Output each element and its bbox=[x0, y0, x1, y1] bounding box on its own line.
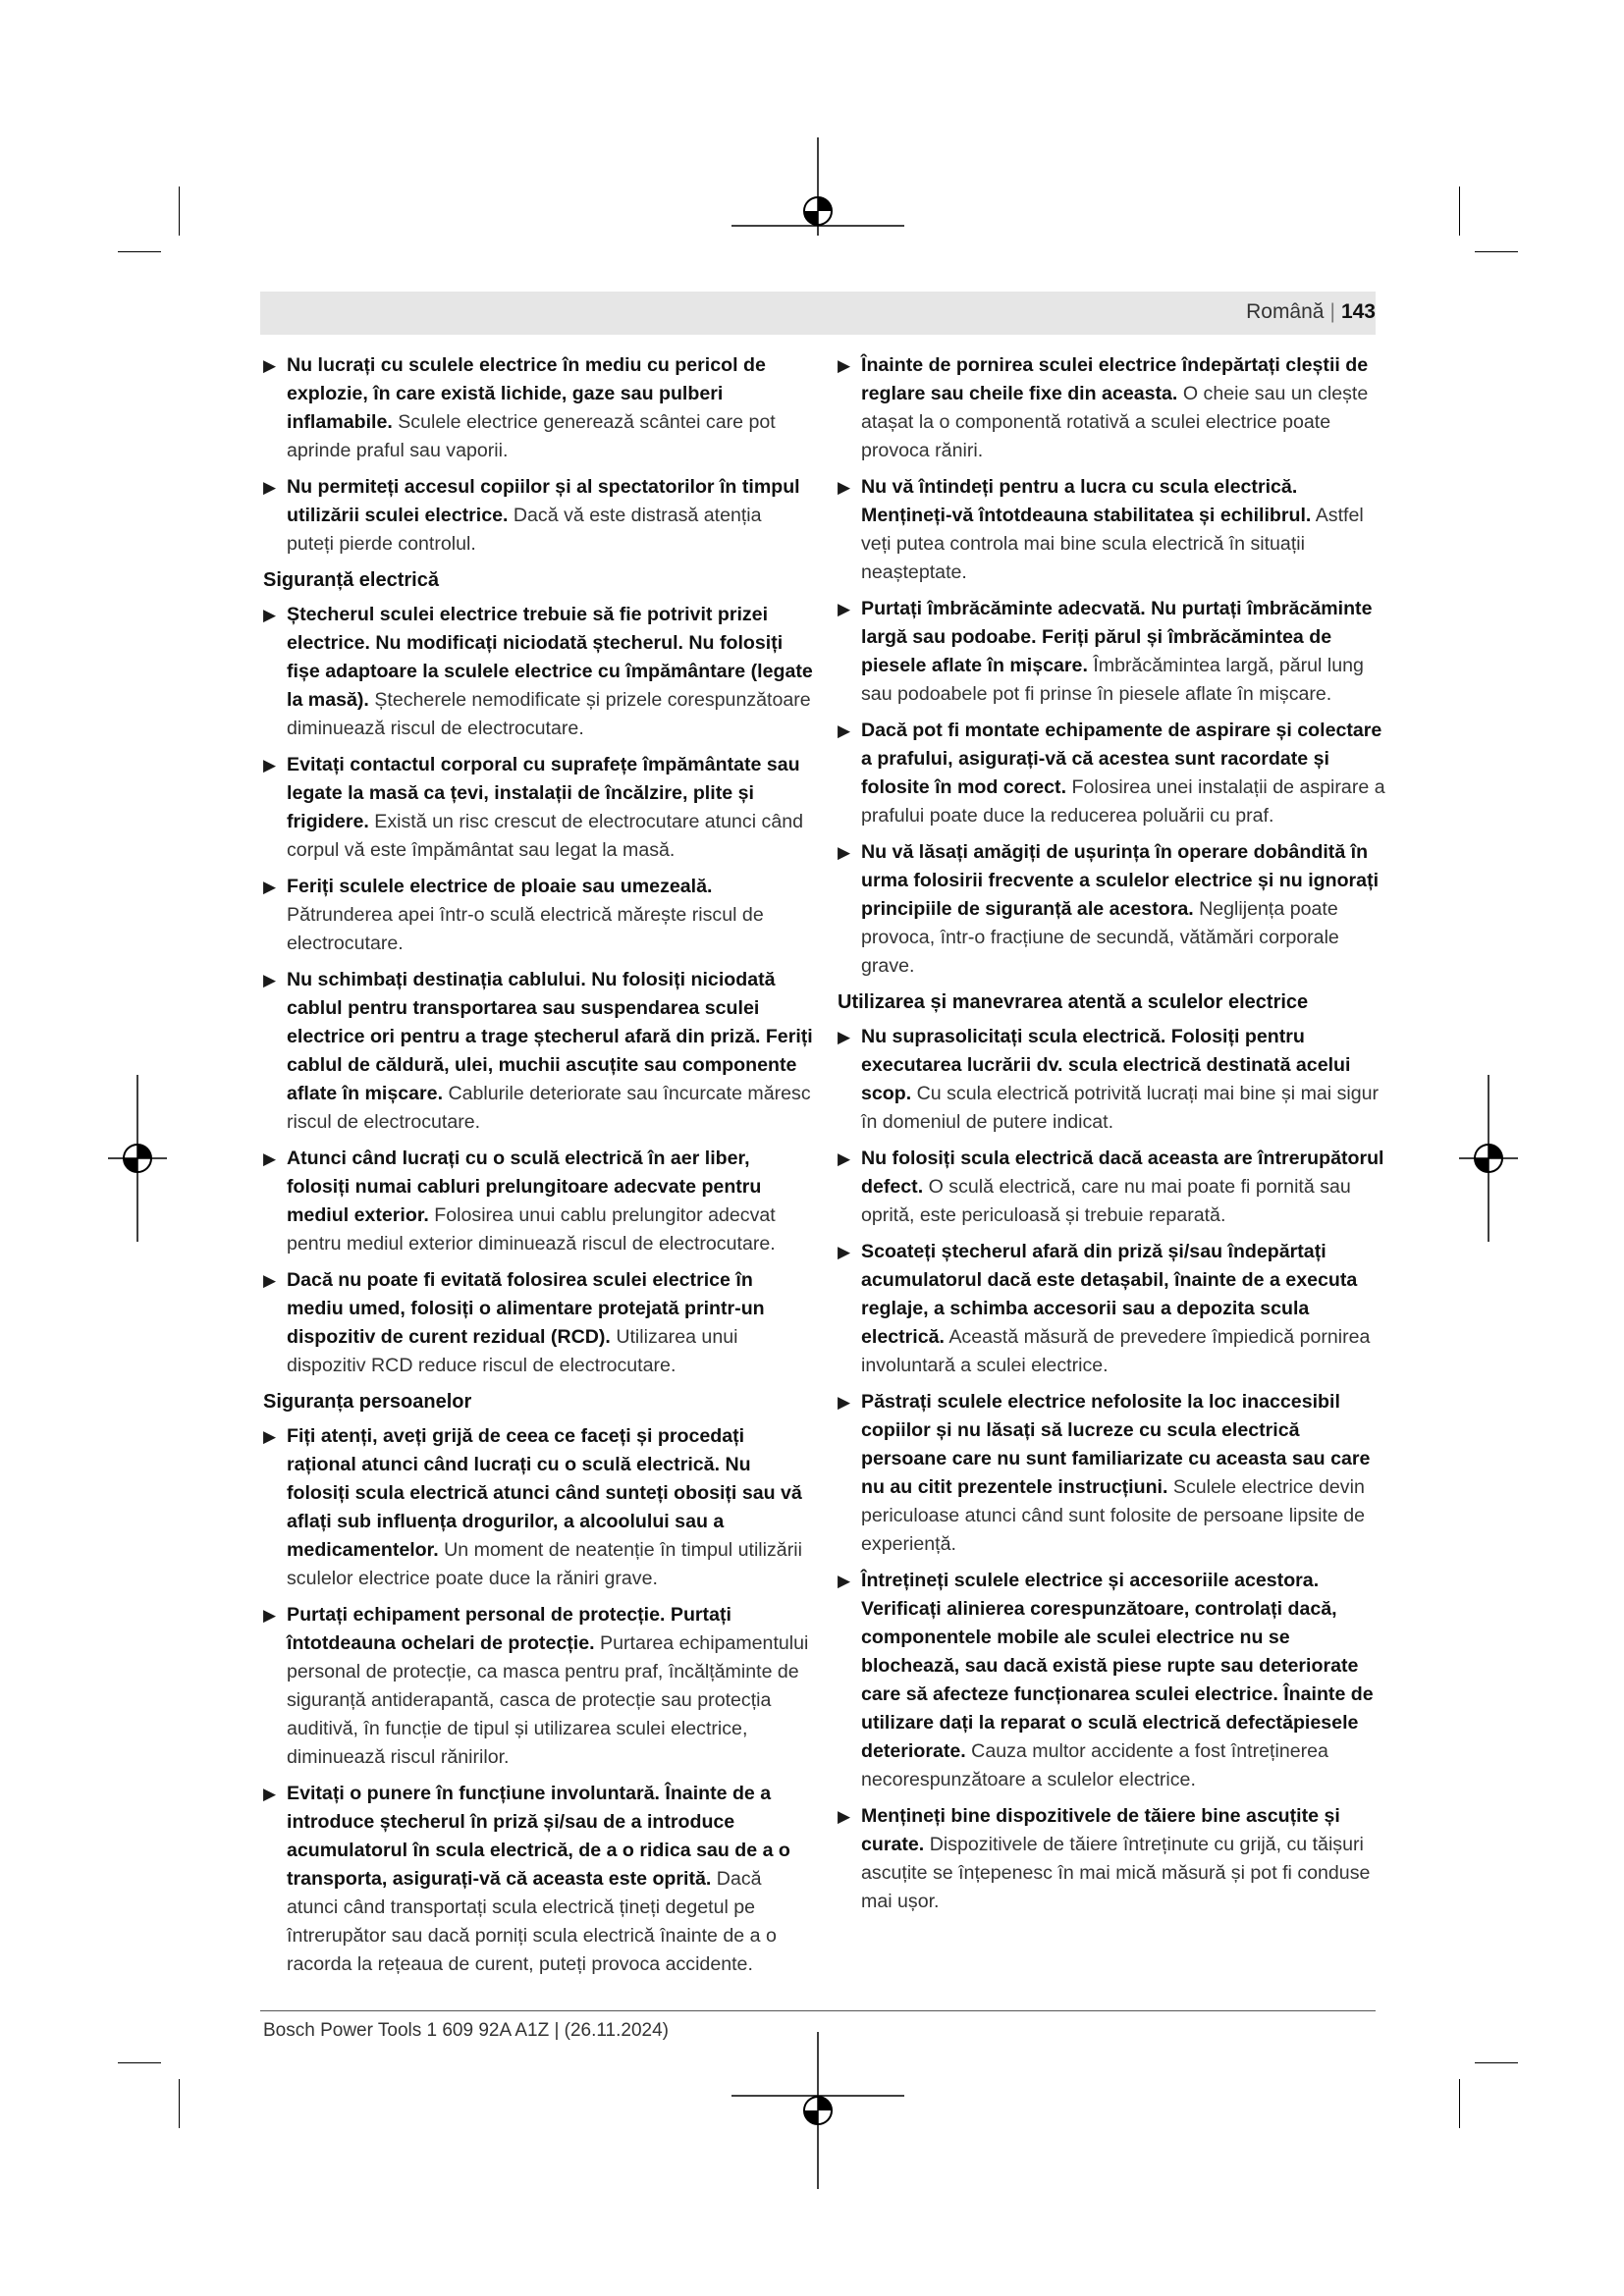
item-explanation: Sculele electrice generează scântei care pot aprinde praful sau vaporii. bbox=[287, 411, 776, 461]
item-explanation: Ștecherele nemodificate și prizele corespunzătoare diminuează riscul de electrocutare. bbox=[287, 689, 811, 739]
bullet-arrow-icon: ▶ bbox=[838, 1807, 851, 1826]
item-warning: Nu lucrați cu sculele electrice în mediu cu pericol de explozie, în care există lichide, gaze sau pulberi inflamabile. bbox=[287, 354, 766, 433]
section-heading: Siguranță electrică bbox=[263, 569, 439, 591]
item-explanation: Dacă atunci când transportați scula electrică țineți degetul pe întrerupător sau dacă porniți scula electrică înainte de a o racorda la rețeaua de curent, puteți provoca accidente. bbox=[287, 1868, 777, 1975]
crop-mark bbox=[179, 187, 180, 236]
item-warning: Păstrați sculele electrice nefolosite la loc inaccesibil copiilor și nu lăsați să lucreze cu scula electrică persoane care nu sunt familiarizate cu aceasta sau care nu au citit prezentele instrucțiuni. bbox=[861, 1391, 1371, 1498]
list-item bbox=[838, 1388, 1387, 1559]
crop-mark bbox=[1459, 2079, 1460, 2128]
bullet-arrow-icon: ▶ bbox=[838, 1393, 851, 1412]
crop-mark bbox=[1475, 251, 1518, 252]
bullet-arrow-icon: ▶ bbox=[263, 1427, 277, 1446]
list-item bbox=[838, 838, 1387, 981]
bullet-arrow-icon: ▶ bbox=[263, 478, 277, 497]
item-warning: Evitați contactul corporal cu suprafețe împământate sau legate la masă ca țevi, instalații de încălzire, plite și frigidere. bbox=[287, 754, 800, 832]
crop-mark bbox=[1459, 187, 1460, 236]
bullet-arrow-icon: ▶ bbox=[263, 356, 277, 375]
bullet-arrow-icon: ▶ bbox=[838, 1572, 851, 1590]
crop-mark bbox=[118, 251, 161, 252]
item-warning: Atunci când lucrați cu o sculă electrică în aer liber, folosiți numai cabluri prelungitoare adecvate pentru mediul exterior. bbox=[287, 1148, 762, 1226]
registration-mark-icon bbox=[731, 137, 904, 294]
list-item bbox=[263, 1780, 813, 1979]
item-warning: Purtați echipament personal de protecție. Purtați întotdeauna ochelari de protecție. bbox=[287, 1604, 731, 1654]
bullet-arrow-icon: ▶ bbox=[838, 1243, 851, 1261]
bullet-arrow-icon: ▶ bbox=[263, 1149, 277, 1168]
list-item bbox=[838, 1802, 1387, 1916]
item-explanation: Cauza multor accidente a fost întreținerea necorespunzătoare a sculelor electrice. bbox=[861, 1740, 1328, 1790]
list-item bbox=[838, 1238, 1387, 1380]
item-explanation: Utilizarea unui dispozitiv RCD reduce riscul de electrocutare. bbox=[287, 1326, 738, 1376]
item-explanation: Cablurile deteriorate sau încurcate măresc riscul de electrocutare. bbox=[287, 1083, 811, 1133]
item-warning: Ștecherul sculei electrice trebuie să fie potrivit prizei electrice. Nu modificați niciodată ștecherul. Nu folosiți fișe adaptoare la sculele electrice cu împământare (legate la masă). bbox=[287, 604, 813, 711]
item-explanation: Neglijența poate provoca, într-o fracțiune de secundă, vătămări corporale grave. bbox=[861, 898, 1339, 977]
item-explanation: Cu scula electrică potrivită lucrați mai bine și mai sigur în domeniul de putere indicat. bbox=[861, 1083, 1380, 1133]
bullet-arrow-icon: ▶ bbox=[838, 478, 851, 497]
list-item bbox=[838, 1145, 1387, 1230]
item-warning: Nu folosiți scula electrică dacă aceasta are întrerupătorul defect. bbox=[861, 1148, 1384, 1198]
list-item bbox=[838, 595, 1387, 709]
item-warning: Scoateți ștecherul afară din priză și/sau îndepărtați acumulatorul dacă este detașabil, înainte de a executa reglaje, a schimba accesorii sau a depozita scula electrică. bbox=[861, 1241, 1358, 1348]
crop-mark bbox=[118, 2062, 161, 2063]
item-warning: Fiți atenți, aveți grijă de ceea ce faceți și procedați rațional atunci când lucrați cu o sculă electrică. Nu folosiți scula electrică atunci când sunteți obosiți sau vă aflați sub influența drogurilor, a alcoolului sau a medicamentelor. bbox=[287, 1425, 802, 1561]
list-item bbox=[263, 873, 813, 958]
item-warning: Nu vă lăsați amăgiți de ușurința în operare dobândită în urma folosirii frecvente a sculelor electrice și nu ignorați principiile de siguranță ale acestora. bbox=[861, 841, 1380, 920]
item-warning: Dacă nu poate fi evitată folosirea sculei electrice în mediu umed, folosiți o alimentare protejată printr-un dispozitiv de curent rezidual (RCD). bbox=[287, 1269, 765, 1348]
item-explanation: Astfel veți putea controla mai bine scula electrică în situații neașteptate. bbox=[861, 505, 1364, 583]
item-warning: Mențineți bine dispozitivele de tăiere bine ascuțite și curate. bbox=[861, 1805, 1340, 1855]
page-header: Română | 143 bbox=[1246, 300, 1376, 323]
item-warning: Purtați îmbrăcăminte adecvată. Nu purtați îmbrăcăminte largă sau podoabe. Feriți părul și îmbrăcămintea de piesele aflate în mișcare. bbox=[861, 598, 1373, 676]
footer-text: Bosch Power Tools 1 609 92A A1Z | (26.11.2024) bbox=[263, 2020, 669, 2041]
list-item bbox=[263, 1266, 813, 1380]
list-item bbox=[838, 473, 1387, 587]
item-explanation: Sculele electrice devin periculoase atunci când sunt folosite de persoane lipsite de experiență. bbox=[861, 1476, 1366, 1555]
footer-rule bbox=[260, 2010, 1376, 2011]
item-explanation: Dacă vă este distrasă atenția puteți pierde controlul. bbox=[287, 505, 762, 555]
item-warning: Înainte de pornirea sculei electrice îndepărtați cleștii de reglare sau cheile fixe din aceasta. bbox=[861, 354, 1369, 404]
list-item bbox=[838, 1567, 1387, 1794]
header-language: Română bbox=[1246, 300, 1325, 323]
crop-mark bbox=[1475, 2062, 1518, 2063]
item-explanation: Purtarea echipamentului personal de protecție, ca masca pentru praf, încălțăminte de siguranță antiderapantă, casca de protecție sau protecția auditivă, în funcție de tipul și utilizarea sculei electrice, diminuează riscul rănirilor. bbox=[287, 1632, 809, 1768]
registration-mark-icon bbox=[1459, 1075, 1518, 1242]
list-item bbox=[838, 351, 1387, 465]
bullet-arrow-icon: ▶ bbox=[838, 721, 851, 740]
list-item bbox=[263, 1601, 813, 1772]
item-warning: Întrețineți sculele electrice și accesoriile acestora. Verificați alinierea corespunzătoare, controlați dacă, componentele mobile ale sculei electrice nu se blochează, sau dacă există piese rupte sau deteriorate care să afecteze funcționarea sculei electrice. Înainte de utilizare dați la reparat o sculă electrică defectăpiesele deteriorate. bbox=[861, 1570, 1374, 1762]
section-heading: Utilizarea și manevrarea atentă a sculelor electrice bbox=[838, 991, 1309, 1013]
item-explanation: Folosirea unui cablu prelungitor adecvat pentru mediul exterior diminuează riscul de electrocutare. bbox=[287, 1204, 776, 1255]
list-item bbox=[838, 1023, 1387, 1137]
item-explanation: Un moment de neatenție în timpul utilizării sculelor electrice poate duce la răniri grave. bbox=[287, 1539, 802, 1589]
item-warning: Nu vă întindeți pentru a lucra cu scula electrică. Mențineți-vă întotdeauna stabilitatea și echilibrul. bbox=[861, 476, 1312, 526]
item-explanation: Există un risc crescut de electrocutare atunci când corpul vă este împământat sau legat la masă. bbox=[287, 811, 804, 861]
item-explanation: Folosirea unei instalații de aspirare a prafului poate duce la reducerea poluării cu praf. bbox=[861, 776, 1385, 827]
item-explanation: Această măsură de prevedere împiedică pornirea involuntară a sculei electrice. bbox=[861, 1326, 1371, 1376]
bullet-arrow-icon: ▶ bbox=[838, 843, 851, 862]
bullet-arrow-icon: ▶ bbox=[263, 756, 277, 774]
bullet-arrow-icon: ▶ bbox=[838, 1149, 851, 1168]
registration-mark-icon bbox=[108, 1075, 167, 1242]
bullet-arrow-icon: ▶ bbox=[263, 878, 277, 896]
item-warning: Nu permiteți accesul copiilor și al spectatorilor în timpul utilizării sculei electrice. bbox=[287, 476, 800, 526]
item-explanation: O cheie sau un clește atașat la o componentă rotativă a sculei electrice poate provoca răniri. bbox=[861, 383, 1369, 461]
list-item bbox=[263, 966, 813, 1137]
item-warning: Dacă pot fi montate echipamente de aspirare și colectare a prafului, asigurați-vă că acestea sunt racordate și folosite în mod corect. bbox=[861, 720, 1382, 798]
list-item bbox=[263, 351, 813, 465]
item-explanation: Dispozitivele de tăiere întreținute cu grijă, cu tăișuri ascuțite se înțepenesc în mai mică măsură și pot fi conduse mai ușor. bbox=[861, 1834, 1371, 1912]
item-explanation: Pătrunderea apei într-o sculă electrică mărește riscul de electrocutare. bbox=[287, 904, 764, 954]
page-number: 143 bbox=[1340, 300, 1376, 323]
bullet-arrow-icon: ▶ bbox=[263, 1606, 277, 1625]
item-explanation: O sculă electrică, care nu mai poate fi pornită sau oprită, este periculoasă și trebuie reparată. bbox=[861, 1176, 1351, 1226]
item-warning: Nu schimbați destinația cablului. Nu folosiți niciodată cablul pentru transportarea sau suspendarea sculei electrice ori pentru a trage ștecherul afară din priză. Feriți cablul de căldură, ulei, muchii ascuțite sau componente aflate în mișcare. bbox=[287, 969, 813, 1104]
list-item bbox=[263, 751, 813, 865]
crop-mark bbox=[179, 2079, 180, 2128]
right-column bbox=[838, 351, 1387, 1924]
left-column bbox=[263, 351, 813, 1987]
item-explanation: Îmbrăcămintea largă, părul lung sau podoabele pot fi prinse în piesele aflate în mișcare. bbox=[861, 655, 1364, 705]
item-warning: Evitați o punere în funcțiune involuntară. Înainte de a introduce ștecherul în priză și/sau de a introduce acumulatorul în scula electrică, de a o ridica sau de a o transporta, asigurați-vă că aceasta este oprită. bbox=[287, 1783, 790, 1890]
section-heading: Siguranța persoanelor bbox=[263, 1391, 472, 1413]
bullet-arrow-icon: ▶ bbox=[838, 356, 851, 375]
list-item bbox=[263, 601, 813, 743]
bullet-arrow-icon: ▶ bbox=[263, 971, 277, 989]
item-warning: Nu suprasolicitați scula electrică. Folosiți pentru executarea lucrării dv. scula electrică destinată acelui scop. bbox=[861, 1026, 1351, 1104]
registration-mark-icon bbox=[731, 2032, 904, 2189]
bullet-arrow-icon: ▶ bbox=[263, 1271, 277, 1290]
bullet-arrow-icon: ▶ bbox=[838, 600, 851, 618]
list-item bbox=[263, 1422, 813, 1593]
header-bar bbox=[260, 292, 1376, 335]
bullet-arrow-icon: ▶ bbox=[263, 1785, 277, 1803]
list-item bbox=[263, 473, 813, 559]
list-item bbox=[838, 717, 1387, 830]
bullet-arrow-icon: ▶ bbox=[263, 606, 277, 624]
item-warning: Feriți sculele electrice de ploaie sau umezeală. bbox=[287, 876, 713, 897]
bullet-arrow-icon: ▶ bbox=[838, 1028, 851, 1046]
list-item bbox=[263, 1145, 813, 1258]
